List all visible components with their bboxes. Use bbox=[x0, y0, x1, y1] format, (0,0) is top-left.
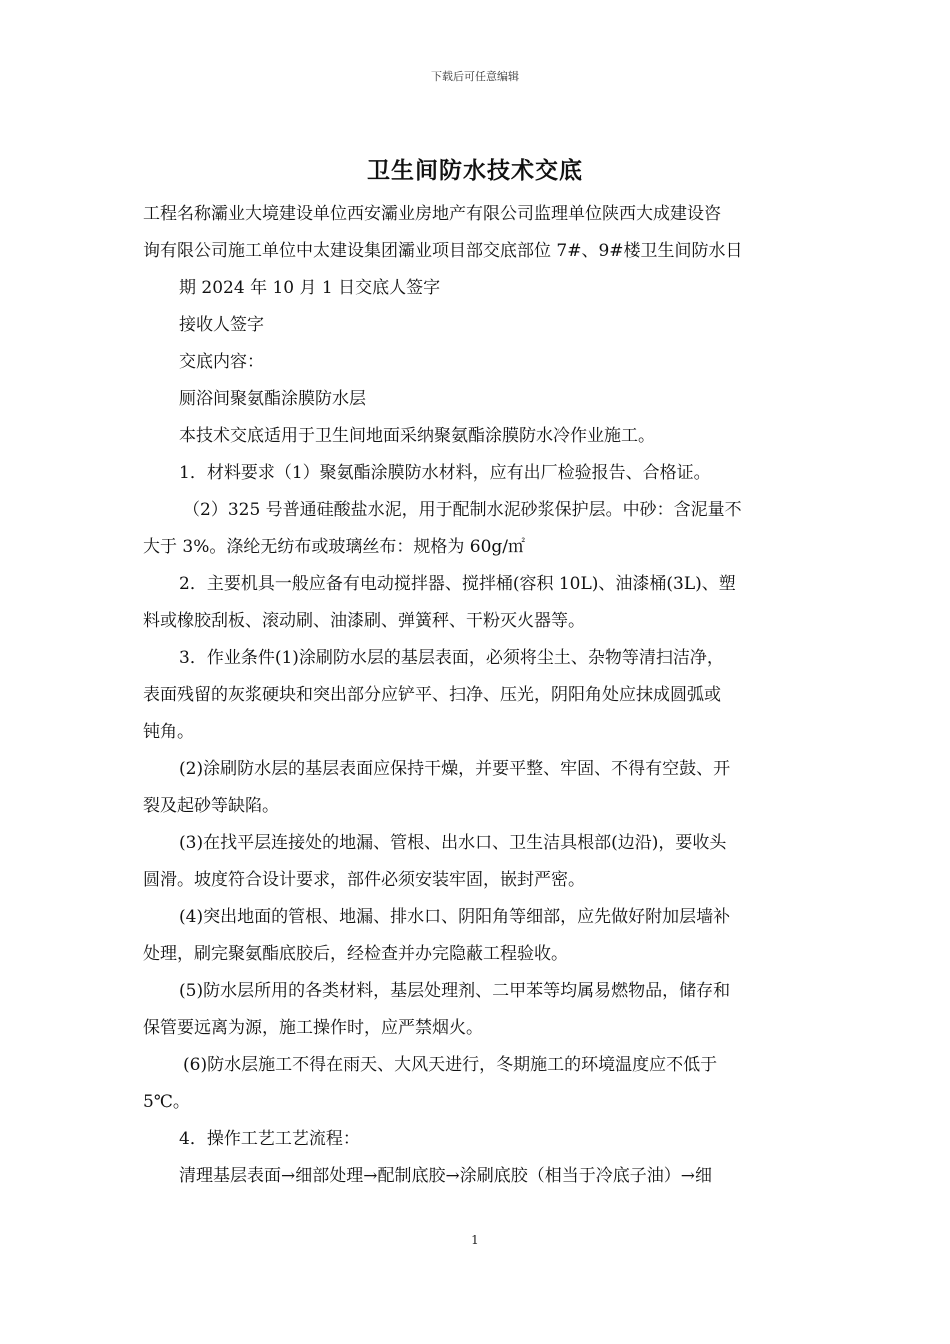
text-line: 处理，刷完聚氨酯底胶后，经检查并办完隐蔽工程验收。 bbox=[143, 944, 568, 964]
text-line: (4)突出地面的管根、地漏、排水口、阴阳角等细部，应先做好附加层墙补 bbox=[179, 907, 731, 927]
text-line: 2．主要机具一般应备有电动搅拌器、搅拌桶(容积 10L)、油漆桶(3L)、塑 bbox=[179, 574, 736, 594]
text-line: (2)涂刷防水层的基层表面应保持干燥，并要平整、牢固、不得有空鼓、开 bbox=[179, 759, 731, 779]
text-line: 料或橡胶刮板、滚动刷、油漆刷、弹簧秤、干粉灭火器等。 bbox=[143, 611, 585, 631]
text-line: (5)防水层所用的各类材料，基层处理剂、二甲苯等均属易燃物品，储存和 bbox=[179, 981, 731, 1001]
text-line: (3)在找平层连接处的地漏、管根、出水口、卫生洁具根部(边沿)，要收头 bbox=[179, 833, 727, 853]
text-line: 工程名称灞业大境建设单位西安灞业房地产有限公司监理单位陕西大成建设咨 bbox=[143, 204, 721, 224]
header-note: 下载后可任意编辑 bbox=[431, 70, 519, 83]
text-line: 5℃。 bbox=[143, 1092, 190, 1112]
text-line: 期 2024 年 10 月 1 日交底人签字 bbox=[179, 278, 441, 298]
text-line: (6)防水层施工不得在雨天、大风天进行，冬期施工的环境温度应不低于 bbox=[183, 1055, 718, 1075]
text-line: 本技术交底适用于卫生间地面采纳聚氨酯涂膜防水冷作业施工。 bbox=[179, 426, 655, 446]
text-line: 圆滑。坡度符合设计要求，部件必须安装牢固，嵌封严密。 bbox=[143, 870, 585, 890]
text-line: 厕浴间聚氨酯涂膜防水层 bbox=[179, 389, 366, 409]
text-line: 1．材料要求（1）聚氨酯涂膜防水材料，应有出厂检验报告、合格证。 bbox=[179, 463, 711, 483]
text-line: 表面残留的灰浆硬块和突出部分应铲平、扫净、压光，阴阳角处应抹成圆弧或 bbox=[143, 685, 721, 705]
text-line: 3．作业条件(1)涂刷防水层的基层表面，必须将尘土、杂物等清扫洁净， bbox=[179, 648, 724, 668]
page-number: 1 bbox=[471, 1233, 479, 1247]
text-line: 保管要远离为源，施工操作时，应严禁烟火。 bbox=[143, 1018, 483, 1038]
text-line: 大于 3%。涤纶无纺布或玻璃丝布：规格为 60g/㎡ bbox=[143, 537, 526, 557]
text-line: 询有限公司施工单位中太建设集团灞业项目部交底部位 7#、9#楼卫生间防水日 bbox=[143, 241, 743, 261]
document-title: 卫生间防水技术交底 bbox=[367, 157, 583, 184]
text-line: 钝角。 bbox=[143, 722, 194, 742]
text-line: 交底内容： bbox=[179, 352, 264, 372]
text-line: （2）325 号普通硅酸盐水泥，用于配制水泥砂浆保护层。中砂：含泥量不 bbox=[183, 500, 742, 520]
text-line: 裂及起砂等缺陷。 bbox=[143, 796, 279, 816]
text-line: 清理基层表面→细部处理→配制底胶→涂刷底胶（相当于冷底子油）→细 bbox=[179, 1166, 712, 1186]
document-body bbox=[143, 196, 807, 1195]
text-line: 4．操作工艺工艺流程： bbox=[179, 1129, 360, 1149]
text-line: 接收人签字 bbox=[179, 315, 264, 335]
